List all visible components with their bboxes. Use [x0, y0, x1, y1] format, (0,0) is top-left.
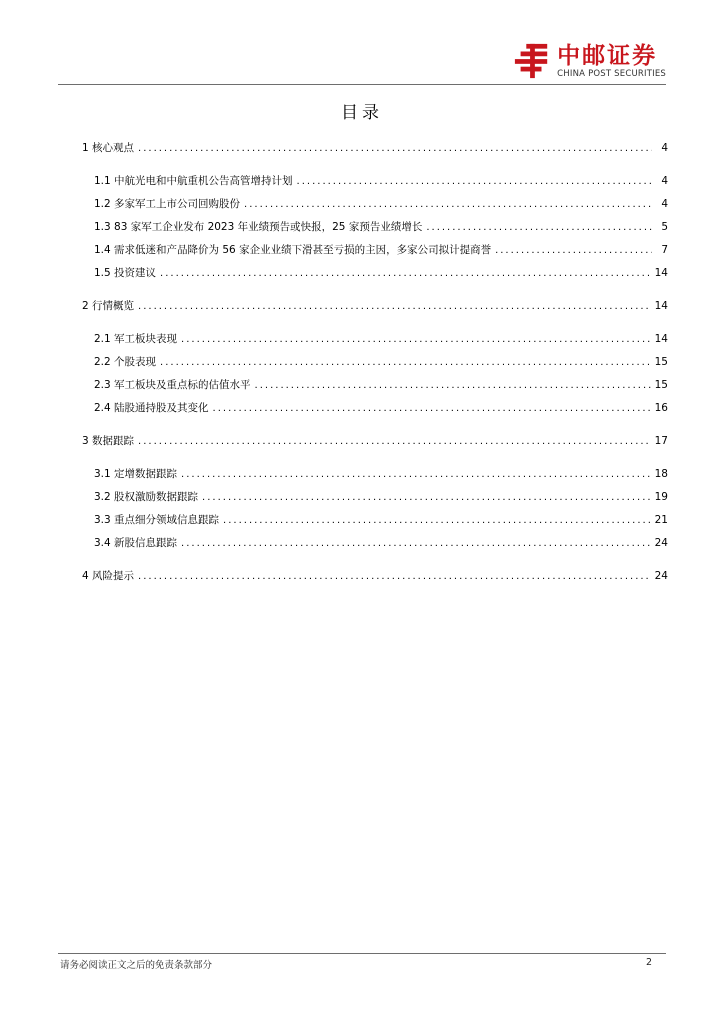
toc-dot-leader [138, 435, 651, 449]
toc-dot-leader [426, 221, 652, 235]
china-post-logo-icon [513, 42, 551, 80]
toc-dot-leader [297, 175, 652, 189]
toc-entry[interactable] [82, 401, 668, 424]
toc-entry-title: 1.1 中航光电和中航重机公告高管增持计划 [94, 175, 293, 187]
toc-entry[interactable] [82, 490, 668, 513]
toc-entry[interactable] [82, 174, 668, 197]
toc-entry[interactable] [82, 513, 668, 536]
toc-dot-leader [202, 491, 651, 505]
toc-entry[interactable] [82, 266, 668, 289]
toc-entry[interactable] [82, 141, 668, 164]
toc-dot-leader [213, 402, 651, 416]
toc-entry-title: 2.4 陆股通持股及其变化 [94, 402, 209, 414]
toc-entry-title: 3.4 新股信息跟踪 [94, 537, 178, 549]
toc-entry-page: 21 [654, 514, 668, 526]
toc-dot-leader [181, 537, 651, 551]
toc-dot-leader [160, 356, 651, 370]
toc-entry[interactable] [82, 299, 668, 322]
toc-entry-page: 24 [654, 537, 668, 549]
footer-page-number: 2 [645, 957, 652, 968]
toc-entry[interactable] [82, 197, 668, 220]
toc-entry-page: 18 [654, 468, 668, 480]
toc-entry[interactable] [82, 220, 668, 243]
toc-dot-leader [223, 514, 651, 528]
toc-entry[interactable] [82, 332, 668, 355]
toc-entry-title: 1.4 需求低迷和产品降价为 56 家企业业绩下滑甚至亏损的主因，多家公司拟计提商誉 [94, 244, 492, 256]
toc-entry[interactable] [82, 536, 668, 559]
toc-entry-page: 4 [661, 198, 668, 210]
toc-entry-page: 19 [654, 491, 668, 503]
toc-entry-title: 3.1 定增数据跟踪 [94, 468, 178, 480]
toc-entry-page: 15 [654, 356, 668, 368]
toc-entry-page: 16 [654, 402, 668, 414]
toc-entry-title: 1.5 投资建议 [94, 267, 157, 279]
toc-dot-leader [181, 468, 651, 482]
footer-disclaimer: 请务必阅读正文之后的免责条款部分 [60, 960, 213, 971]
toc-entry-page: 4 [661, 175, 668, 187]
toc-entry-page: 15 [654, 379, 668, 391]
toc-entry-page: 7 [661, 244, 668, 256]
toc-dot-leader [255, 379, 651, 393]
toc-dot-leader [244, 198, 652, 212]
toc-dot-leader [138, 570, 651, 584]
toc-entry-title: 1.3 83 家军工企业发布 2023 年业绩预告或快报，25 家预告业绩增长 [94, 221, 423, 233]
toc-entry-title: 2 行情概览 [82, 300, 135, 312]
toc-entry-title: 2.2 个股表现 [94, 356, 157, 368]
table-of-contents [82, 141, 668, 592]
toc-dot-leader [495, 244, 652, 258]
footer-divider [58, 953, 666, 954]
toc-entry[interactable] [82, 243, 668, 266]
toc-entry-page: 24 [654, 570, 668, 582]
toc-entry-page: 5 [661, 221, 668, 233]
brand-logo [513, 40, 666, 82]
toc-entry-page: 4 [661, 142, 668, 154]
toc-entry-title: 1 核心观点 [82, 142, 135, 154]
toc-entry-page: 14 [654, 300, 668, 312]
toc-entry-page: 14 [654, 267, 668, 279]
toc-dot-leader [138, 300, 651, 314]
brand-name-cn: 中邮证券 [557, 43, 658, 69]
header-divider [58, 84, 666, 85]
toc-title: 目录 [341, 103, 383, 123]
toc-entry[interactable] [82, 378, 668, 401]
toc-entry[interactable] [82, 467, 668, 490]
toc-entry-title: 3 数据跟踪 [82, 435, 135, 447]
toc-entry[interactable] [82, 569, 668, 592]
toc-dot-leader [181, 333, 651, 347]
toc-entry-title: 3.3 重点细分领域信息跟踪 [94, 514, 220, 526]
toc-entry[interactable] [82, 434, 668, 457]
toc-dot-leader [160, 267, 651, 281]
toc-entry-title: 1.2 多家军工上市公司回购股份 [94, 198, 241, 210]
toc-entry-title: 2.1 军工板块表现 [94, 333, 178, 345]
toc-entry-page: 14 [654, 333, 668, 345]
brand-name-en: CHINA POST SECURITIES [557, 69, 666, 79]
toc-entry-title: 3.2 股权激励数据跟踪 [94, 491, 199, 503]
toc-entry-page: 17 [654, 435, 668, 447]
toc-entry-title: 4 风险提示 [82, 570, 135, 582]
toc-entry-title: 2.3 军工板块及重点标的估值水平 [94, 379, 251, 391]
toc-dot-leader [138, 142, 652, 156]
toc-entry[interactable] [82, 355, 668, 378]
